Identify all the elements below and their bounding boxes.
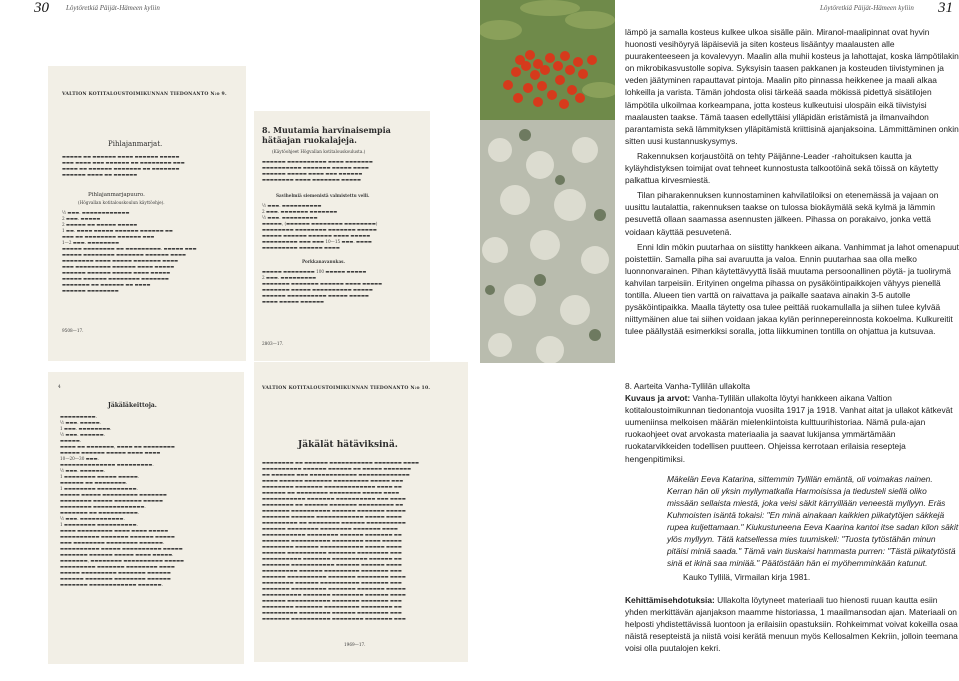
scan-subtitle-note: (Högvallan kotitalouskoulun käyttöohje). xyxy=(78,200,165,205)
scan-body-text: ▬▬▬▬▬ ▬▬ ▬▬▬▬▬▬ ▬▬▬▬ ▬▬▬▬▬▬ ▬▬▬▬▬ ▬▬▬ ▬▬▬▬ ▬▬▬ ▬▬▬▬▬▬ ▬▬ ▬▬▬▬▬▬▬▬ ▬▬▬ ▬▬▬▬ ▬▬ ▬▬▬▬▬▬ ▬▬▬▬▬▬▬ ▬▬ ▬▬▬▬▬▬▬ ▬▬▬▬▬▬ ▬▬▬▬ ▬▬ ▬▬▬▬▬▬ xyxy=(62,154,185,177)
scan-footer: 1969—17. xyxy=(344,642,366,647)
scan-recipe-text: ½ ▬▬▬. ▬▬▬▬▬▬▬▬▬▬▬▬ 2 ▬▬▬. ▬▬▬▬▬ 2 ▬▬▬▬▬ ▬▬ ▬▬▬▬▬ ▬▬▬▬▬ 1 ▬▬. ▬▬▬▬ ▬▬▬▬▬ ▬▬▬▬▬▬ ▬▬▬▬▬▬ ▬▬ ▬▬▬ ▬▬ ▬▬▬▬▬▬▬▬ ▬▬▬▬▬▬ ▬▬▬ 1—2 ▬▬▬. ▬▬▬▬▬▬▬▬ ▬▬▬▬▬ ▬▬▬▬▬▬▬▬ ▬▬ ▬▬▬▬▬▬▬▬▬. ▬▬▬▬▬ ▬▬▬ ▬▬▬▬▬ ▬▬▬▬▬▬▬▬ ▬▬▬▬▬▬▬ ▬▬▬▬▬▬ ▬▬▬▬ ▬▬▬▬▬▬▬▬ ▬▬▬▬ ▬▬▬▬▬ ▬▬▬▬▬▬▬ ▬▬▬▬ ▬▬▬ ▬▬▬▬▬▬▬▬▬ ▬▬▬▬▬▬ ▬▬▬▬ ▬▬▬▬▬ ▬▬▬▬▬▬ ▬▬▬▬▬▬ ▬▬▬▬▬ ▬▬▬▬ ▬▬▬▬▬ ▬▬▬▬▬ ▬▬▬▬▬▬ ▬▬▬▬▬▬▬▬ ▬▬▬▬▬▬▬ ▬▬▬▬▬▬▬ ▬▬ ▬▬▬▬▬▬ ▬▬ ▬▬▬▬ ▬▬▬▬▬▬ ▬▬▬▬▬▬▬▬ xyxy=(62,210,197,293)
scan-footer: 2803—17. xyxy=(262,341,284,346)
article-paragraph: Enni Idin mökin puutarhaa on siistitty hankkeen aikana. Vanhimmat ja lahot omenapuut poistettiin. Samalla piha sai avaruutta ja valoa. Ennin puutarhaa saa olla melko luonnonvarainen. Pihan käytettävyyttä lisää muutama persoonallinen pöytä- ja tuolirymä kahvilan tarpeisiin. Erityinen ongelma pihassa on pysäköintipaikkojen vähyys pienellä tontilla. Alueen tien varttä on raivattava ja paikalle saatava ainakin 3-5 autolle pysäköintipaikka. Maalla täytetty osa tulee peittää ruokamullalla ja siihen tulee kylvää niittymäinen alue tai siihen voidaan jakaa kylän perinnepereinnosta kokoelma. Kulkureitit tulee päällystää esimerkiksi soralla, jotta liikkuminen tontilla on ohjattua ja kutsuvaa. xyxy=(625,241,959,337)
right-page-title: Löytöretkiä Päijät-Hämeen kyliin xyxy=(820,4,914,12)
proposal-label: Kehittämisehdotuksia: xyxy=(625,594,715,605)
development-proposals xyxy=(625,594,959,654)
scan-body-text: ▬▬▬▬▬▬▬▬ ▬▬ ▬▬▬▬▬▬ ▬▬▬▬▬▬▬▬▬▬▬ ▬▬▬▬▬▬▬ ▬▬▬▬ ▬▬▬▬▬▬▬▬▬▬ ▬▬▬▬▬▬ ▬▬▬▬▬▬ ▬▬ ▬▬▬▬▬ ▬▬▬▬▬▬▬ ▬▬ ▬▬▬▬▬▬ ▬▬▬ ▬▬▬▬▬▬▬▬▬▬▬▬ ▬▬▬▬▬▬▬▬▬▬▬▬▬ ▬▬▬▬ ▬▬▬▬▬▬ ▬▬▬▬▬▬▬ ▬▬▬▬▬▬▬▬▬ ▬▬▬▬▬ ▬▬▬ ▬▬▬▬▬▬▬▬ ▬▬▬▬▬▬▬ ▬▬▬▬▬▬▬▬▬▬▬▬▬ ▬▬▬▬ ▬▬ ▬▬▬▬▬▬ ▬▬ ▬▬▬▬▬▬▬▬ ▬▬▬▬▬▬▬▬ ▬▬▬▬▬ ▬▬▬▬ ▬▬▬▬▬▬▬▬▬▬▬ ▬▬▬▬▬▬▬ ▬▬▬▬▬▬▬▬▬▬ ▬▬▬ ▬▬▬▬ ▬▬▬▬▬▬▬▬ ▬▬ ▬▬▬▬▬▬ ▬▬▬▬▬▬▬ ▬▬▬▬▬▬▬▬▬ ▬▬ ▬▬▬▬▬▬▬ ▬▬▬▬▬▬▬▬▬▬ ▬▬▬▬▬▬ ▬▬▬▬▬▬▬ ▬▬▬▬▬ ▬▬▬▬▬▬▬ ▬▬▬▬▬▬ ▬▬▬▬▬▬▬▬▬▬▬▬ ▬▬▬▬▬ ▬▬▬▬ ▬▬▬▬▬▬▬▬▬ ▬▬ ▬▬▬▬▬▬▬▬ ▬▬▬▬▬▬ ▬▬▬▬▬▬▬▬▬▬ ▬▬▬▬▬▬ ▬▬▬▬▬▬▬▬ ▬▬▬▬▬▬▬▬ ▬▬▬▬▬▬▬ ▬▬▬▬ ▬▬▬▬▬▬▬▬▬▬▬ ▬▬▬▬▬▬▬▬ ▬▬▬▬▬▬ ▬▬▬▬▬▬▬ ▬▬ ▬▬▬▬▬▬▬ ▬▬▬▬▬▬▬▬▬▬ ▬▬▬▬▬▬▬▬ ▬▬▬▬ ▬▬▬▬▬ ▬▬▬▬▬▬▬▬ ▬▬▬▬▬▬ ▬▬▬▬▬▬▬▬▬▬▬ ▬▬▬▬▬ ▬▬▬▬ ▬▬▬▬▬▬ ▬▬▬▬▬▬▬▬▬▬ ▬▬▬▬▬▬▬ ▬▬▬▬▬▬▬▬ ▬▬▬ ▬▬▬▬▬▬▬▬▬▬ ▬▬▬▬▬▬▬ ▬▬▬▬▬▬▬▬▬ ▬▬▬▬▬▬ ▬▬ ▬▬▬▬▬▬▬ ▬▬▬▬▬▬▬▬▬▬▬ ▬▬▬▬▬▬ ▬▬▬▬▬▬ ▬▬▬▬ ▬▬▬▬▬▬▬▬▬ ▬▬▬▬▬▬ ▬▬▬▬▬▬▬▬▬ ▬▬▬▬▬▬▬ ▬▬▬ ▬▬▬▬▬▬ ▬▬▬▬▬▬▬▬▬▬ ▬▬▬▬▬▬▬ ▬▬▬▬▬▬▬▬ ▬▬▬▬ ▬▬▬▬▬▬▬▬ ▬▬▬▬▬▬ ▬▬▬▬▬▬▬▬▬▬ ▬▬▬▬▬▬▬ ▬▬▬ ▬▬▬▬▬▬▬ ▬▬▬▬▬▬▬▬▬ ▬▬▬▬▬▬▬ ▬▬▬▬▬▬▬ ▬▬▬▬▬ ▬▬▬▬▬▬▬▬▬▬ ▬▬▬▬▬▬▬ ▬▬▬▬▬▬▬▬ ▬▬▬▬▬▬ ▬▬▬▬ ▬▬▬▬▬▬ ▬▬▬▬▬▬▬▬▬▬▬ ▬▬▬▬▬▬▬ ▬▬▬▬▬▬▬ ▬▬▬ ▬▬▬▬▬▬▬▬ ▬▬▬▬▬▬▬ ▬▬▬▬▬▬▬▬▬ ▬▬▬▬▬▬▬▬ ▬▬ ▬▬▬▬▬▬▬▬▬ ▬▬▬▬▬▬▬▬ ▬▬▬▬▬▬ ▬▬▬▬▬▬▬▬ ▬▬▬ ▬▬▬▬▬▬▬ ▬▬▬▬▬▬▬▬▬▬ ▬▬▬▬▬▬▬▬ ▬▬▬▬▬▬▬ ▬▬▬ xyxy=(262,460,420,621)
section-8 xyxy=(625,380,959,654)
scanned-document-lichens-emergency-food xyxy=(254,362,468,662)
scan-title: Pihlajanmarjat. xyxy=(108,140,163,148)
historical-quote: Mäkelän Eeva Katarina, sittemmin Tyllilän emäntä, oli voimakas nainen. Kerran hän oli yksin myllymatkalla Harmoisissa ja tiedusteli siellä oliko missään sellaista miestä, joka veisi säkit kärryillään veneestä myllyyn. Eräs Kuhmoisten isäntä tokaisi: "En minä ainakaan kaikkien piikatytöjen säkkejä rupea kuljettamaan." Kiukustuneena Eeva Kaarina kantoi itse sadan kilon säkit ylös myllyyn. Tätä katsellessa mies tuumiskeli: "Tuosta tytöstähän minun pitäisi miniä saada." Tämä vain tiuskaisi hammasta purren: "Tästä piikatytöstä sinä et ikinä saa miniää." Päätöstään hän ei myöhemminkään katunut. xyxy=(667,473,959,569)
scan-section-2: Porkkanavanukas. xyxy=(302,259,345,264)
scan-header: VALTION KOTITALOUSTOIMIKUNNAN TIEDONANTO N:o 9. xyxy=(62,92,227,97)
scanned-document-rowanberries xyxy=(48,66,246,361)
scan-body-text: ▬▬▬▬▬▬ ▬▬▬▬▬▬▬▬▬▬ ▬▬▬▬ ▬▬▬▬▬▬▬ ▬▬▬▬▬▬▬▬▬▬ ▬▬▬▬▬▬▬ ▬▬▬▬▬ ▬▬▬▬ ▬▬▬▬▬▬ ▬▬▬▬▬ ▬▬▬▬ ▬▬▬ ▬▬▬▬▬▬ ▬▬▬▬▬▬▬▬ ▬▬▬▬ ▬▬▬▬▬▬▬ ▬▬▬▬▬ xyxy=(262,159,373,182)
article-body xyxy=(625,26,959,337)
scan-subtitle: Pihlajanmarjapuuro. xyxy=(88,192,145,198)
scan-recipe-text-2: ▬▬▬▬▬ ▬▬▬▬▬▬▬▬ 100 ▬▬▬▬▬ ▬▬▬▬▬ 2 ▬▬▬. ▬▬▬▬▬▬▬▬▬ ▬▬▬▬▬▬▬ ▬▬▬▬▬▬▬ ▬▬▬▬▬▬ ▬▬▬▬ ▬▬▬▬▬ ▬▬▬▬▬▬▬ ▬▬▬▬▬ ▬▬▬▬▬▬▬▬▬▬ ▬▬▬▬▬ ▬▬▬▬▬▬ ▬▬▬▬▬▬▬▬▬▬ ▬▬▬▬▬ ▬▬▬▬▬ ▬▬▬▬ ▬▬▬▬▬ ▬▬▬▬▬▬ xyxy=(262,269,383,304)
scan-footer: 9508—17. xyxy=(62,328,84,333)
scan-title: Jäkälät hätäviksinä. xyxy=(298,440,398,450)
scan-section: Savihelmiä siemenistä valmistettu velli. xyxy=(276,193,370,198)
scan-subtitle: (Käytöohjeet Högvallan kotitalouskoulusta.) xyxy=(272,149,366,154)
article-paragraph: Rakennuksen korjaustöitä on tehty Päijänne-Leader -rahoituksen kautta ja kyläyhdistyksen toimijat ovat tehneet kunnostusta talkootöinä sekä töissä on käytetty palkattua kirvesmiestä. xyxy=(625,150,939,186)
section-intro-label: Kuvaus ja arvot: xyxy=(625,393,691,404)
proposal-text: Ullakolta löytyneet materiaali tuo hienosti ruuan kautta esiin yhden merkittävän ajanjakson maamme historiassa, 1 maailmansodan ajan. Materiaali on helposti yhdistettävissä luontoon ja erilaisiin opastuksiin. Rohkeimmat voivat kokeilla osaa näistä resepteistä ja niistä voisi kerätä menuun myös Kellosalmen Kekriin, jolloin teemana voisi olla puutalojen kekri. xyxy=(625,594,958,653)
section-intro-text: Vanha-Tyllilän ullakolta löytyi hankkeen aikana Valtion kotitaloustoimikunnan tiedonantoja vuosilta 1917 ja 1918. Vanhat aitat ja ullakot kätkevät uumeniinsa melkoisen määrän mielenkiintoista kulttuurihistoriaa. Nämä pula-ajan ruokaohjeet ovat arvokasta materiaalia ja saavat lukijansa ymmärtämään ruokatarvikkeiden todellisen puutteen. Ohjeissa kerrotaan erilaisia resepteja hengenpitimiksi. xyxy=(625,393,953,464)
article-paragraph: lämpö ja samalla kosteus kulkee ulkoa sisälle päin. Miranol-maalipinnat ovat hyvin huonosti vesihöyryä läpäiseviä ja siten kosteus lisääntyy maalausten alle puurakenteeseen ja kovalevyyn. Maalin alla muhii kosteus ja lahottajat, koska lämpötilakin on mikrobikasvustolle sopiva. Syksyisin taasen pakkanen ja kosteuden tiivistyminen ja veden jäätyminen rapauttavat pintoja. Maalin pito pinnassa heikkenee ja maali alkaa lohkeilla ja varista. Tämän johdosta olisi tärkeää saada mökissä pidettyä sisätilojen lämpötila ulkoilmaa korkeampana, jotta kosteus kulkeutuisi ulospäin eikä tiivistyisi maalausten taakse. Tämä taasen edellyttäisi ylläpidän eristämistä ja ilmanvaihdon parantamista sekä lämmityksen ylläpitämistä kriittisinä ajanjaksoina. Lämmittäminen onkin sitten uusi kustannuskysymys. xyxy=(625,27,959,146)
scan-recipe-text: ½ ▬▬▬. ▬▬▬▬▬▬▬▬▬▬ 2 ▬▬▬. ▬▬▬▬▬▬▬ ▬▬▬▬▬▬▬ ½ ▬▬▬. ▬▬▬▬▬▬▬▬▬ ▬▬▬▬▬, (▬▬▬▬▬▬ ▬▬▬▬▬▬▬▬ ▬▬▬▬▬▬▬▬) ▬▬▬▬▬▬▬▬ ▬▬▬▬▬▬▬▬ ▬▬▬▬▬▬▬ ▬▬▬▬▬ ▬▬▬▬▬ ▬▬▬▬▬▬ ▬▬▬▬▬▬ ▬▬▬▬ ▬▬▬▬▬ ▬▬▬▬▬▬▬▬▬ ▬▬▬ ▬▬▬ 10—15 ▬▬▬. ▬▬▬▬ ▬▬▬▬▬▬▬▬▬ ▬▬▬▬▬▬ ▬▬▬▬ xyxy=(262,203,378,250)
section-intro xyxy=(625,392,959,465)
article-paragraph: Tilan piharakennuksen kunnostaminen kahvilatiloiksi on etenemässä ja vajaan on uusittu lautalattia, rakennuksen taakse on tulossa biokäymälä sekä kylmä ja lämmin pesuvettä ollaan saamassa asennusten jälkeen. Pihassa on porakaivo, jonka vettä voidaan käyttää pesuvetenä. xyxy=(625,190,939,237)
right-page-number: 31 xyxy=(938,0,953,16)
scan-title: 8. Muutamia harvinaisempia hätäajan ruokalajeja. xyxy=(262,125,391,145)
quote-source: Kauko Tyllilä, Virmailan kirja 1981. xyxy=(683,572,811,583)
left-page-title: Löytöretkiä Päijät-Hämeen kyliin xyxy=(66,4,160,12)
scan-header: VALTION KOTITALOUSTOIMIKUNNAN TIEDONANTO N:o 10. xyxy=(262,386,431,391)
rowanberry-photo xyxy=(480,0,615,363)
scan-body-text: ▬▬▬▬▬▬▬▬▬. ½ ▬▬▬. ▬▬▬▬▬. 1 ▬▬▬. ▬▬▬▬▬▬▬▬. ½ ▬▬▬. ▬▬▬▬▬▬. ▬▬▬▬▬. ▬▬▬▬ ▬▬ ▬▬▬▬▬▬▬, ▬▬▬▬ ▬▬ ▬▬▬▬▬▬▬▬ ▬▬▬▬▬ ▬▬▬▬▬▬ ▬▬▬▬▬ ▬▬▬▬ ▬▬▬▬ 10—20—30 ▬▬▬. ▬▬▬▬▬▬▬▬▬▬▬▬▬▬ ▬▬▬▬▬▬▬▬▬. ½ ▬▬▬. ▬▬▬▬▬▬. 1 ▬▬▬▬▬▬▬▬ ▬▬▬▬▬ ▬▬▬▬▬. ▬▬▬▬▬▬ ▬▬ ▬▬▬▬▬▬▬▬. 1 ▬▬▬▬▬▬▬▬ ▬▬▬▬▬▬▬▬▬▬. ▬▬▬▬▬ ▬▬▬▬▬ ▬▬▬▬▬▬▬▬▬ ▬▬▬▬▬▬▬ ▬▬▬▬▬▬▬▬ ▬▬▬▬▬ ▬▬▬▬▬▬▬ ▬▬▬▬▬ ▬▬▬▬▬▬▬▬ ▬▬▬▬▬▬▬▬▬▬▬▬▬. ▬▬▬▬▬▬▬ ▬▬ ▬▬▬▬▬▬▬▬▬▬. ½ ▬▬▬. ▬▬▬▬▬▬▬▬▬▬▬. 1 ▬▬▬▬▬▬▬▬ ▬▬▬▬▬▬▬▬▬▬. ▬▬▬▬ ▬▬▬▬▬▬▬▬▬ ▬▬▬▬ ▬▬▬▬ ▬▬▬▬▬ ▬▬▬▬▬▬▬▬▬▬ ▬▬▬▬▬▬▬ ▬▬▬▬▬▬ ▬▬▬▬▬ ▬▬▬ ▬▬▬▬▬▬▬▬ ▬▬▬▬▬▬▬▬ ▬▬▬▬▬▬. ▬▬▬▬▬▬▬▬▬▬ ▬▬▬▬▬ ▬▬▬▬▬▬▬▬▬▬ ▬▬▬▬▬ ▬▬▬▬▬▬▬ ▬▬▬▬▬▬ ▬▬▬▬▬ ▬▬▬▬ ▬▬▬▬▬. ▬▬▬▬▬▬▬, ▬▬▬▬▬▬▬▬ ▬▬▬▬▬▬▬▬▬▬ ▬▬▬▬▬ ▬▬▬▬▬▬▬▬▬ ▬▬▬▬▬▬▬ ▬▬▬▬▬▬▬▬ ▬▬▬▬ ▬▬▬▬▬ ▬▬▬▬▬▬▬▬▬ ▬▬▬▬▬▬▬ ▬▬▬▬▬▬ ▬▬▬▬▬▬ ▬▬▬▬▬▬▬ ▬▬▬▬▬▬▬▬ ▬▬▬▬▬▬ ▬▬▬▬▬▬▬ ▬▬▬▬▬▬▬▬▬▬▬▬ ▬▬▬▬▬▬. xyxy=(60,414,185,587)
scan-page-number: 4 xyxy=(58,384,61,389)
rowanberry-illustration xyxy=(480,0,615,363)
scanned-document-lichen-soups xyxy=(48,372,244,664)
scan-title: Jäkäläkeittoja. xyxy=(108,402,157,409)
scanned-document-rare-dishes xyxy=(254,111,430,361)
section-heading: 8. Aarteita Vanha-Tyllilän ullakolta xyxy=(625,381,751,391)
left-page-number: 30 xyxy=(34,0,49,16)
